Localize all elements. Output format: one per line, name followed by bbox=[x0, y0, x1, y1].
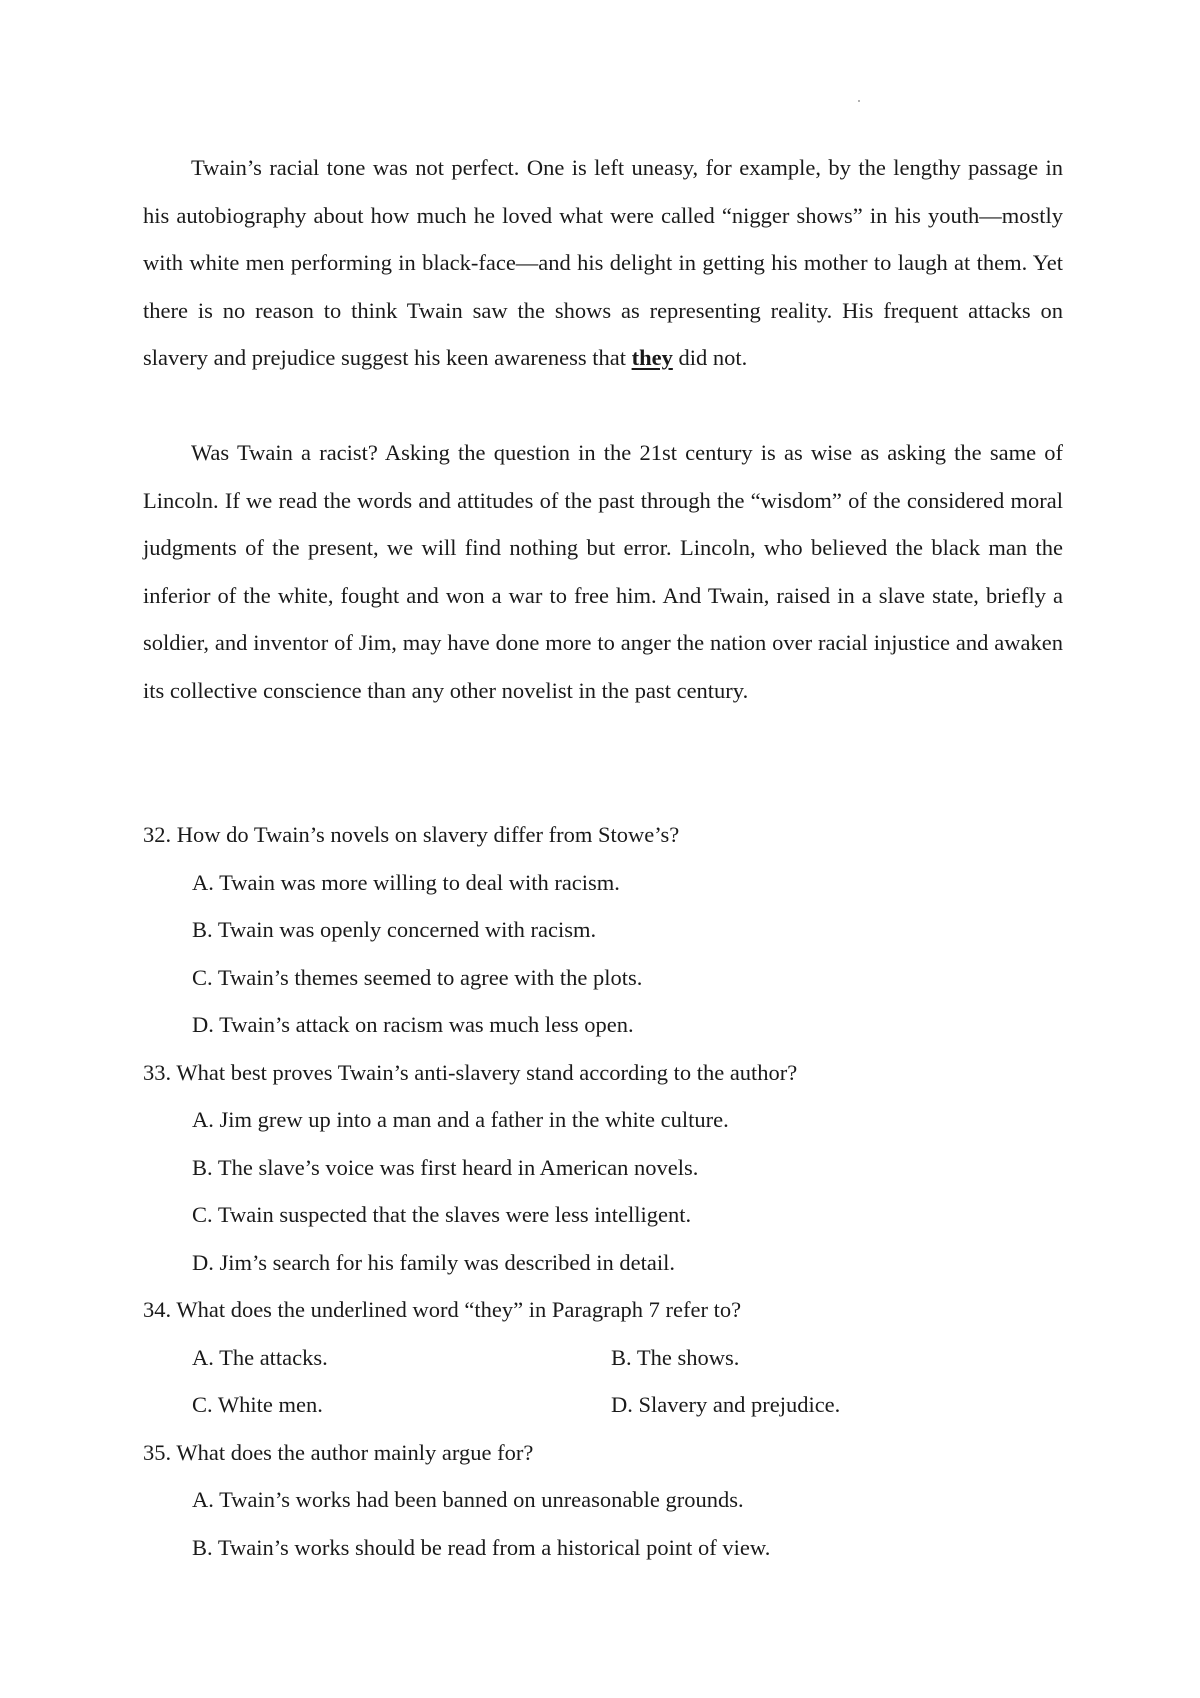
question-34-option-c: C. White men. bbox=[192, 1392, 323, 1417]
question-34-option-d: D. Slavery and prejudice. bbox=[611, 1392, 841, 1417]
passage-paragraph-2: Was Twain a racist? Asking the question in the 21st century is as wise as asking the same of Lincoln. If we read the words and attitudes of the past through the “wisdom” of the considered moral judgments of the present, we will find nothing but error. Lincoln, who believed the black man the inferior of the white, fought and won a war to free him. And Twain, raised in a slave state, briefly a soldier, and inventor of Jim, may have done more to anger the nation over racial injustice and awaken its collective conscience than any other novelist in the past century. bbox=[143, 440, 1063, 703]
question-35-option-a: A. Twain’s works had been banned on unreasonable grounds. bbox=[192, 1487, 744, 1512]
question-33-option-c: C. Twain suspected that the slaves were less intelligent. bbox=[192, 1202, 692, 1227]
question-33-option-a: A. Jim grew up into a man and a father in the white culture. bbox=[192, 1107, 729, 1132]
question-35-stem: 35. What does the author mainly argue for? bbox=[143, 1440, 534, 1465]
question-34-option-a: A. The attacks. bbox=[192, 1345, 328, 1370]
paragraph-1-ending: did not. bbox=[678, 345, 748, 370]
question-32-stem: 32. How do Twain’s novels on slavery differ from Stowe’s? bbox=[143, 822, 680, 847]
question-32-option-c: C. Twain’s themes seemed to agree with the plots. bbox=[192, 965, 643, 990]
paragraph-1-text: Twain’s racial tone was not perfect. One is left uneasy, for example, by the lengthy passage in his autobiography about how much he loved what were called “nigger shows” in his youth—mostly with white men performing in black-face—and his delight in getting his mother to laugh at them. Yet there is no reason to think Twain saw the shows as representing reality. His frequent attacks on slavery and prejudice suggest his keen awareness that bbox=[143, 155, 1063, 370]
scan-speck bbox=[858, 100, 860, 102]
question-33-stem: 33. What best proves Twain’s anti-slavery stand according to the author? bbox=[143, 1060, 798, 1085]
passage-paragraph-1 bbox=[143, 144, 1063, 382]
question-32-option-b: B. Twain was openly concerned with racism. bbox=[192, 917, 597, 942]
question-34-stem: 34. What does the underlined word “they” in Paragraph 7 refer to? bbox=[143, 1297, 742, 1322]
question-35-option-b: B. Twain’s works should be read from a historical point of view. bbox=[192, 1535, 771, 1560]
question-33-option-d: D. Jim’s search for his family was described in detail. bbox=[192, 1250, 676, 1275]
question-32-option-a: A. Twain was more willing to deal with racism. bbox=[192, 870, 620, 895]
question-34-option-b: B. The shows. bbox=[611, 1345, 740, 1370]
question-32-option-d: D. Twain’s attack on racism was much less open. bbox=[192, 1012, 634, 1037]
question-33-option-b: B. The slave’s voice was first heard in American novels. bbox=[192, 1155, 699, 1180]
underlined-word-they: they bbox=[631, 345, 673, 370]
